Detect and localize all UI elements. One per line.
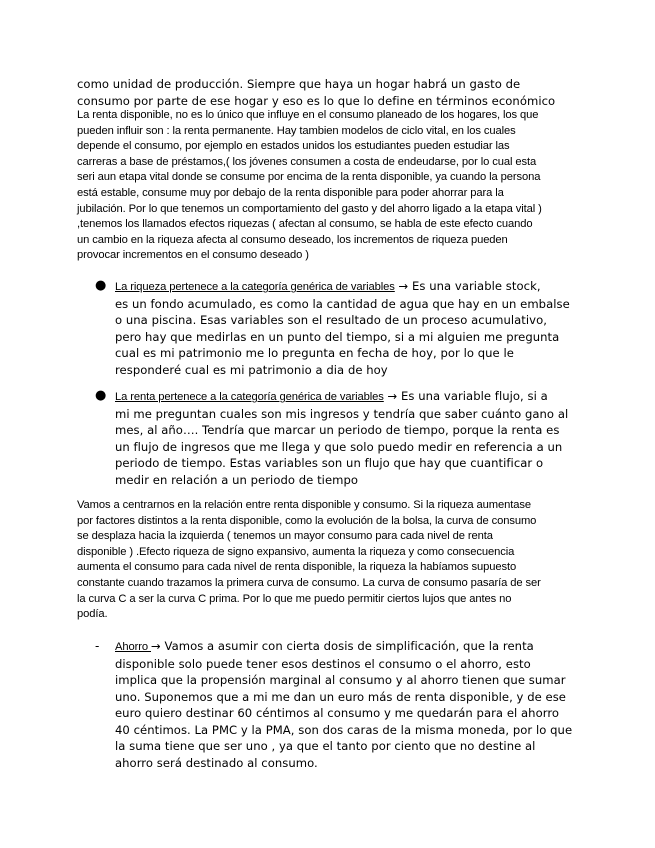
text-line: jubilación. Por lo que tenemos un comportamiento del gasto y del ahorro ligado a la etapa vital ) xyxy=(77,202,542,215)
dash-item-ahorro xyxy=(115,638,585,771)
text-line: ahorro será destinado al consumo. xyxy=(115,755,318,770)
text-line: implica que la propensión marginal al consumo y al ahorro tienen que sumar xyxy=(115,673,566,687)
text-line: es un fondo acumulado, es como la cantidad de agua que hay en un embalse xyxy=(115,296,570,311)
text-line: carreras a base de préstamos,( los jóvenes consumen a costa de endeudarse, por lo cual esta xyxy=(77,155,537,168)
text-line: provocar incrementos en el consumo deseado ) xyxy=(77,249,309,262)
text-line: responderé cual es mi patrimonio a dia de hoy xyxy=(115,362,388,377)
paragraph-renta-disponible xyxy=(77,108,577,264)
text-line: está estable, consume muy por debajo de la renta disponible para poder ahorrar para la xyxy=(77,186,504,199)
underlined-term: Ahorro xyxy=(115,641,151,653)
text-line: uno. Suponemos que a mi me dan un euro más de renta disponible, y de ese xyxy=(115,689,566,704)
bullet-dot: ● xyxy=(95,388,107,403)
bullet-first-rest: → Es una variable flujo, si a xyxy=(383,389,548,403)
text-line: consumo por parte de ese hogar y eso es lo que lo define en términos económico xyxy=(77,93,556,108)
text-line: constante cuando trazamos la primera curva de consumo. La curva de consumo pasaría de ser xyxy=(77,576,541,589)
text-line: o una piscina. Esas variables son el resultado de un proceso acumulativo, xyxy=(115,313,547,327)
text-line: disponible solo puede tener esos destinos el consumo o el ahorro, esto xyxy=(115,656,531,671)
text-line: la curva C a ser la curva C prima. Por lo que me puedo permitir ciertos lujos que antes no xyxy=(77,592,512,605)
dash-first-rest: → Vamos a asumir con cierta dosis de simplificación, que la renta xyxy=(151,639,534,653)
text-line: mi me preguntan cuales son mis ingresos y tendría que saber cuánto gano al xyxy=(115,406,569,421)
text-line: cual es mi patrimonio me lo pregunta en fecha de hoy, por lo que le xyxy=(115,346,514,360)
text-line: podía. xyxy=(77,608,108,621)
bullet-first-rest: → Es una variable stock, xyxy=(394,279,541,293)
dash-marker: - xyxy=(95,639,100,653)
text-line: aumenta el consumo para cada nivel de renta disponible, la riqueza la habíamos supuesto xyxy=(77,561,517,574)
text-line: un flujo de ingresos que me llega y que solo puedo medir en referencia a un xyxy=(115,439,563,454)
bullet-first-line xyxy=(115,278,585,296)
bullet-item-riqueza xyxy=(115,278,585,378)
text-line: pero hay que medirlas en un punto del tiempo, si a mi alguien me pregunta xyxy=(115,329,560,344)
intro-paragraph xyxy=(77,76,577,109)
bullet-dot: ● xyxy=(95,278,107,293)
text-line: la suma tiene que ser uno , ya que el tanto por ciento que no destine al xyxy=(115,739,536,753)
text-line: La renta disponible, no es lo único que influye en el consumo planeado de los hogares, los que xyxy=(77,109,539,121)
text-line: euro quiero destinar 60 céntimos al consumo y me quedarán para el ahorro xyxy=(115,706,560,720)
paragraph-renta-consumo xyxy=(77,498,577,623)
bullet-first-line xyxy=(115,388,585,406)
underlined-term: La renta pertenece a la categoría genérica de variables xyxy=(115,391,384,403)
text-line: pueden influir son : la renta permanente. Hay tambien modelos de ciclo vital, en los cuales xyxy=(77,124,516,137)
text-line: mes, al año…. Tendría que marcar un periodo de tiempo, porque la renta es xyxy=(115,423,560,437)
underlined-term: La riqueza pertenece a la categoría genérica de variables xyxy=(115,281,395,293)
text-line: se desplaza hacia la izquierda ( tenemos un mayor consumo para cada nivel de renta xyxy=(77,530,493,543)
text-line: disponible ) .Efecto riqueza de signo expansivo, aumenta la riqueza y como consecuencia xyxy=(77,545,515,558)
text-line: periodo de tiempo. Estas variables son un flujo que hay que cuantificar o xyxy=(115,456,544,470)
text-line: Vamos a centrarnos en la relación entre renta disponible y consumo. Si la riqueza aumentase xyxy=(77,499,531,511)
text-line: por factores distintos a la renta disponible, como la evolución de la bolsa, la curva de consumo xyxy=(77,514,537,527)
dash-first-line xyxy=(115,638,585,656)
bullet-item-renta xyxy=(115,388,585,488)
text-line: un cambio en la riqueza afecta al consumo deseado, los incrementos de riqueza pueden xyxy=(77,233,508,246)
text-line: medir en relación a un periodo de tiempo xyxy=(115,472,359,487)
text-line: seri aun etapa vital donde se consume por encima de la renta disponible, ya cuando la persona xyxy=(77,171,541,184)
text-line: 40 céntimos. La PMC y la PMA, son dos caras de la misma moneda, por lo que xyxy=(115,722,573,737)
text-line: depende el consumo, por ejemplo en estados unidos los estudiantes pueden estudiar las xyxy=(77,140,510,153)
text-line: como unidad de producción. Siempre que haya un hogar habrá un gasto de xyxy=(77,77,521,91)
text-line: ,tenemos los llamados efectos riquezas ( afectan al consumo, se habla de este efecto cuando xyxy=(77,218,533,231)
